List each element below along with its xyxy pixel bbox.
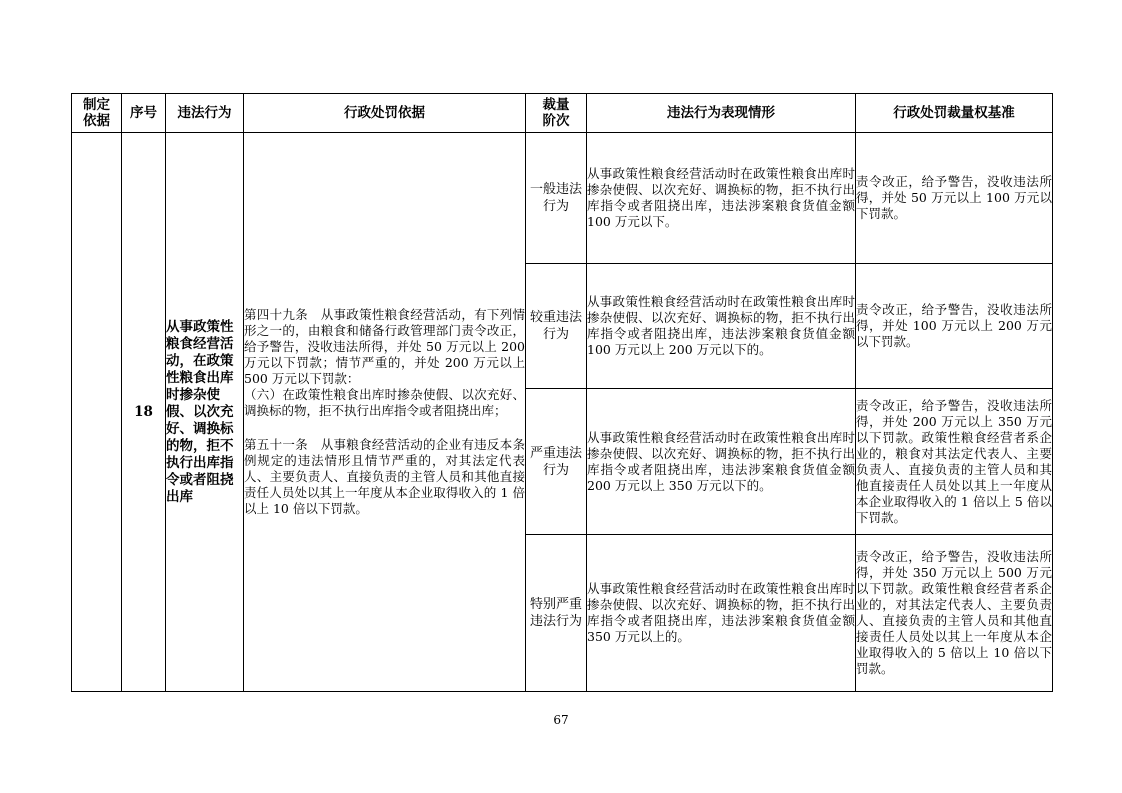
penalty-table [71,93,1053,692]
header-seq: 序号 [122,94,166,133]
legal-basis-article-51: 第五十一条 从事粮食经营活动的企业有违反本条例规定的违法情形且情节严重的，对其法定代表人、主要负责人、直接负责的主管人员和其他直接责任人员处以其上一年度从本企业取得收入的 1 倍以上 10 倍以下罚款。 [244,437,525,516]
tier-standard-extreme: 责令改正，给予警告，没收违法所得，并处 350 万元以上 500 万元以下罚款。政策性粮食经营者系企业的，对其法定代表人、主要负责人、直接负责的主管人员和其他直接责任人员处以其上一年度从本企业取得收入的 5 倍以上 10 倍以下罚款。 [856,535,1053,692]
tier-standard-general: 责令改正，给予警告，没收违法所得，并处 50 万元以上 100 万元以下罚款。 [856,133,1053,264]
basis-origin-cell [72,133,122,692]
tier-manifestation-serious: 从事政策性粮食经营活动时在政策性粮食出库时掺杂使假、以次充好、调换标的物，拒不执行出库指令或者阻挠出库，违法涉案粮食货值金额 100 万元以上 200 万元以下的。 [587,264,856,389]
table-row [72,133,1053,264]
legal-basis-article-49: 第四十九条 从事政策性粮食经营活动，有下列情形之一的，由粮食和储备行政管理部门责令改正，给予警告，没收违法所得，并处 50 万元以上 200 万元以下罚款；情节严重的，并处 200 万元以上 500 万元以下罚款： [244,307,525,386]
tier-manifestation-general: 从事政策性粮食经营活动时在政策性粮食出库时掺杂使假、以次充好、调换标的物，拒不执行出库指令或者阻挠出库，违法涉案粮食货值金额 100 万元以下。 [587,133,856,264]
tier-manifestation-extreme: 从事政策性粮食经营活动时在政策性粮食出库时掺杂使假、以次充好、调换标的物，拒不执行出库指令或者阻挠出库，违法涉案粮食货值金额 350 万元以上的。 [587,535,856,692]
page-number: 67 [553,713,569,727]
tier-level-general: 一般违法行为 [526,133,587,264]
tier-level-severe: 严重违法行为 [526,389,587,535]
header-basis-origin: 制定依据 [72,94,122,133]
header-legal-basis: 行政处罚依据 [244,94,526,133]
legal-basis-cell [244,133,526,692]
tier-standard-serious: 责令改正，给予警告，没收违法所得，并处 100 万元以上 200 万元以下罚款。 [856,264,1053,389]
tier-level-extreme: 特别严重违法行为 [526,535,587,692]
legal-basis-item-6: （六）在政策性粮食出库时掺杂使假、以次充好、调换标的物，拒不执行出库指令或者阻挠出库； [244,387,525,418]
header-manifestation: 违法行为表现情形 [587,94,856,133]
header-row [72,94,1053,133]
header-standard: 行政处罚裁量权基准 [856,94,1053,133]
tier-standard-severe: 责令改正，给予警告，没收违法所得，并处 200 万元以上 350 万元以下罚款。政策性粮食经营者系企业的，粮食对其法定代表人、主要负责人、直接负责的主管人员和其他直接责任人员处以其上一年度从本企业取得收入的 1 倍以上 5 倍以下罚款。 [856,389,1053,535]
header-violation: 违法行为 [166,94,244,133]
tier-manifestation-severe: 从事政策性粮食经营活动时在政策性粮食出库时掺杂使假、以次充好、调换标的物，拒不执行出库指令或者阻挠出库，违法涉案粮食货值金额 200 万元以上 350 万元以下的。 [587,389,856,535]
tier-level-serious: 较重违法行为 [526,264,587,389]
seq-cell: 18 [122,133,166,692]
violation-cell: 从事政策性粮食经营活动，在政策性粮食出库时掺杂使假、以次充好、调换标的物，拒不执行出库指令或者阻挠出库 [166,133,244,692]
header-level: 裁量阶次 [526,94,587,133]
